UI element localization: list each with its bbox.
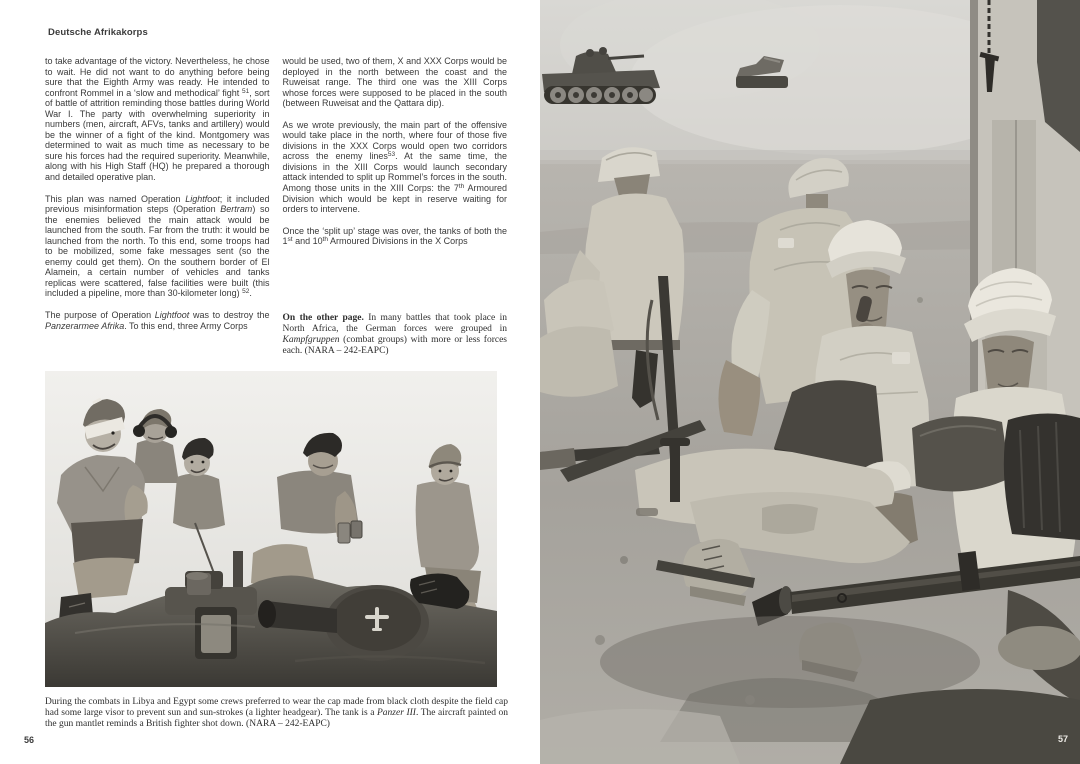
page-number-left: 56 [24,735,35,745]
body-paragraph: The purpose of Operation Lightfoot was to destroy the Panzerarmee Afrika. To this end, three Army Corps [45,310,270,331]
photo-tank-crew [45,371,497,687]
photo-soldiers-resting [540,0,1080,764]
body-paragraph: to take advantage of the victory. Nevertheless, he chose to wait. He did not want to do anything before being sure that the Eighth Army was ready. He intended to confront Rommel in a ‘slow and methodical’ fight $^{51}$, sort of battle of attrition reminding those battles during World War I. The party with overwhelming superiority in numbers (men, aircraft, AFVs, tanks and artillery) would be the winner of a fight of the kind. Montgomery was determined to wait as much time as necessary to be sure his forces had the required superiority. Meanwhile, along with his High Staff (HQ) he prepared a thorough and detailed operative plan. [45,56,270,183]
photo-caption: During the combats in Libya and Egypt some crews preferred to wear the cap made from black cloth despite the field cap had some large visor to prevent sun and sun-strokes (a lighter headgear). The tank is a Panzer III. The aircraft painted on the gun mantlet reminds a British fighter shot down. (NARA – 242-EAPC) [45,697,509,729]
body-paragraph: Once the ‘split up’ stage was over, the tanks of both the 1st and 10th Armoured Divisions in the X Corps [282,225,507,247]
running-header: Deutsche Afrikakorps [48,27,148,38]
photo-tank-crew-art [45,371,497,687]
page-number-right: 57 [1057,734,1068,744]
body-paragraph: As we wrote previously, the main part of the offensive would take place in the north, where four of those five divisions in the XXX Corps would open two corridors across the enemy lines$^{53}$. At the same time, the divisions in the XIII Corps would launch secondary attack intended to split up Rommel’s forces in the south. Among those units in the XIII Corps: the 7th Armoured Division which would be kept in reserve waiting for orders to intervene. [282,119,508,215]
body-paragraph: This plan was named Operation Lightfoot; it included previous misinformation steps (Operation Bertram) so the enemies believed the main attack would be launched from the south. Far from the truth: it would be launched from the north. To this end, some troops had to be mobilized, some fake messages sent (so the enemy could get them). On the southern border of El Alamein, a certain number of vehicles and tanks replicas were scattered, false facilities were built (this included a pipeline, more than 30-kilometer long) $^{52}$. [45,193,270,299]
photo-soldiers-resting-art [540,0,1080,764]
body-text [45,56,507,357]
text-column-2 [283,56,508,357]
facing-page-caption: On the other page. In many battles that took place in North Africa, the German forces were grouped in Kampfgruppen (combat groups) with more or less forces each. (NARA – 242-EAPC) [282,312,507,356]
text-column-1 [45,56,270,357]
body-paragraph: would be used, two of them, X and XXX Corps would be deployed in the north between the coast and the Ruweisat range. The third one was the XIII Corps whose forces were supposed to be placed in the south (between Ruweisat and the Qattara dip). [282,56,507,109]
